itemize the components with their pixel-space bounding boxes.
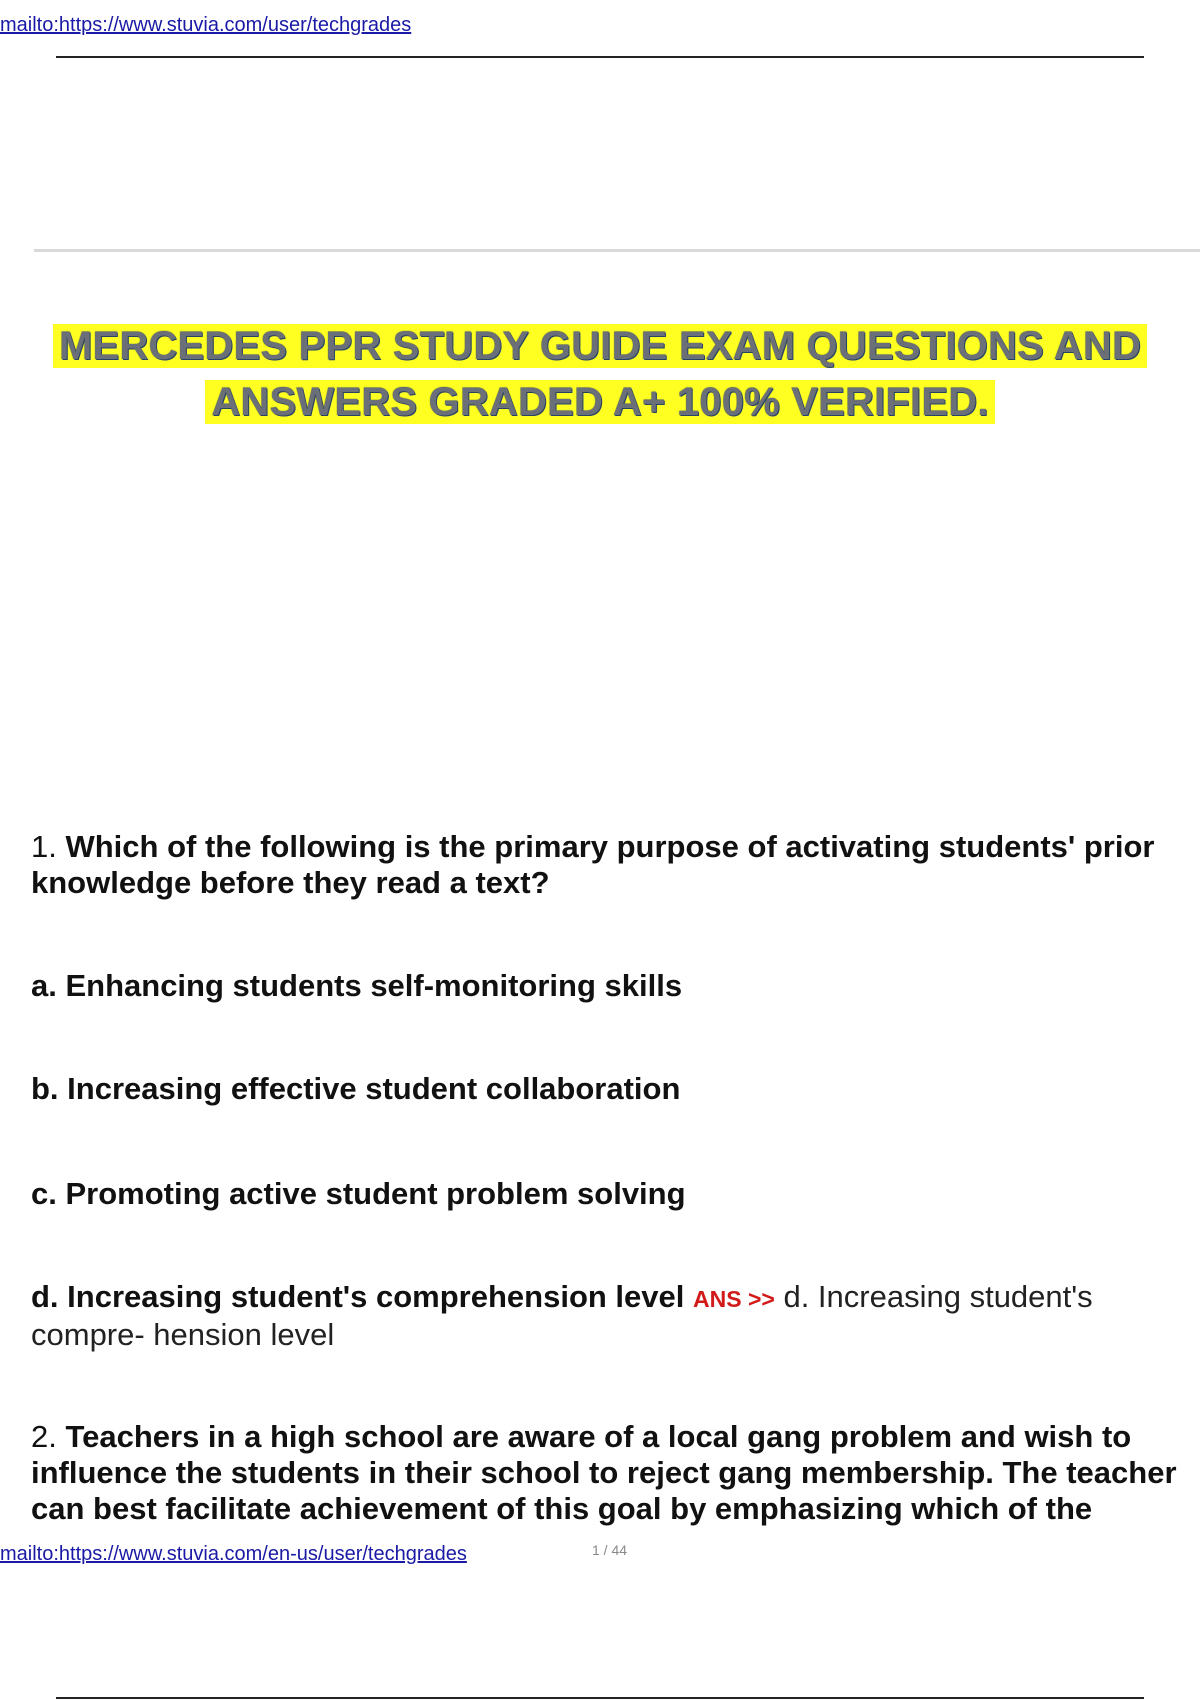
question-2 — [31, 1419, 1200, 1527]
page-number: 1 / 44 — [592, 1542, 628, 1558]
header-mailto-link[interactable]: mailto:https://www.stuvia.com/user/techgrades — [0, 14, 412, 36]
footer-mailto-link[interactable]: mailto:https://www.stuvia.com/en-us/user/techgrades — [0, 1543, 467, 1565]
title-line-1: MERCEDES PPR STUDY GUIDE EXAM QUESTIONS AND — [53, 324, 1147, 368]
bottom-divider — [56, 1697, 1144, 1699]
question-1-number: 1. — [31, 829, 57, 864]
top-divider — [56, 56, 1144, 58]
question-2-number: 2. — [31, 1419, 57, 1454]
option-b-text: b. Increasing effective student collaboration — [31, 1071, 681, 1106]
question-1-option-d — [31, 1279, 1200, 1353]
question-1-answer: d. Increasing student's compre- hension level — [31, 1279, 1093, 1352]
title-line-2: ANSWERS GRADED A+ 100% VERIFIED. — [205, 380, 994, 424]
question-1 — [31, 829, 1200, 901]
question-2-text: Teachers in a high school are aware of a local gang problem and wish to influence the students in their school to reject gang membership. The teacher can best facilitate achievement of this goal by emphasizing which of the — [31, 1419, 1177, 1526]
header-separator — [34, 249, 1200, 252]
option-c-text: c. Promoting active student problem solving — [31, 1176, 686, 1211]
option-d-text: d. Increasing student's comprehension level — [31, 1279, 685, 1314]
question-1-text: Which of the following is the primary purpose of activating students' prior knowledge before they read a text? — [31, 829, 1155, 900]
question-1-option-c — [31, 1176, 1200, 1212]
answer-tag: ANS >> — [693, 1286, 775, 1312]
option-a-text: a. Enhancing students self-monitoring skills — [31, 968, 683, 1003]
question-1-option-b — [31, 1071, 1200, 1107]
question-1-option-a — [31, 968, 1200, 1004]
document-title — [0, 318, 1200, 430]
